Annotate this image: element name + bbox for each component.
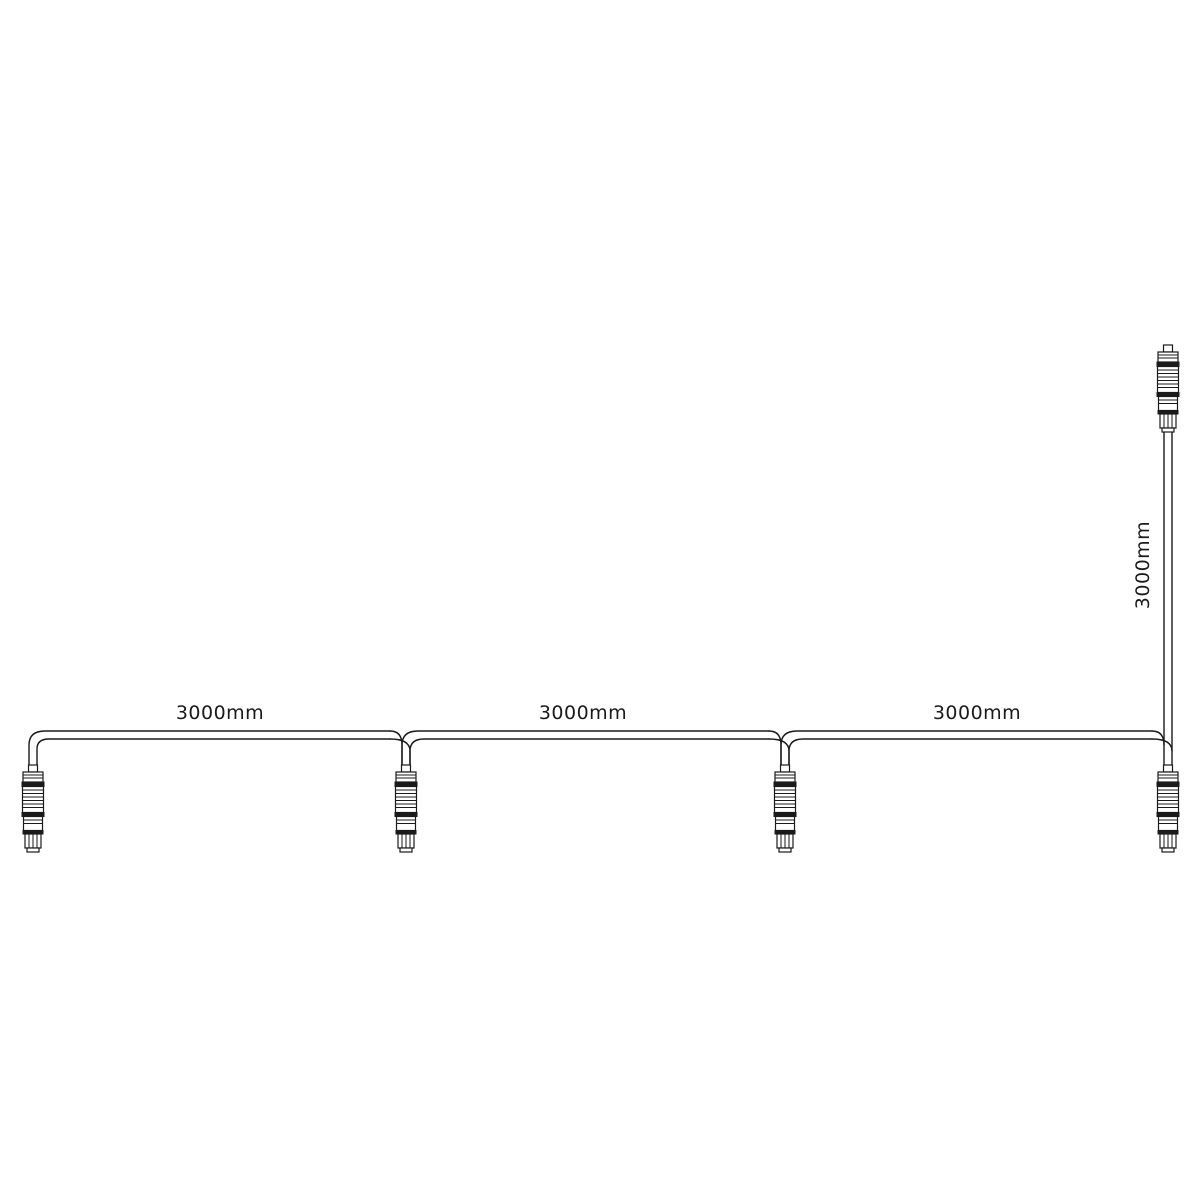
cable-span-2-inner (410, 739, 769, 765)
cable-tee2-drop (769, 731, 781, 765)
cable-tee2-drop-inner (769, 739, 789, 765)
connector-left-end (22, 765, 44, 852)
dimension-label-segment-2: 3000mm (538, 702, 628, 724)
cable-span-2 (402, 731, 769, 765)
cable-span-3-inner (789, 739, 1152, 765)
dimension-label-segment-1: 3000mm (175, 702, 265, 724)
connector-tee-1 (395, 765, 417, 852)
cable-right-drop (1152, 731, 1164, 765)
cable-right-drop-inner (1152, 739, 1172, 765)
cable-span-3 (781, 731, 1152, 765)
dimension-label-segment-3: 3000mm (932, 702, 1022, 724)
cable-left-riser (29, 731, 390, 765)
cable-left-riser-inner (37, 739, 390, 765)
connector-top-branch (1157, 345, 1179, 432)
connector-tee-2 (774, 765, 796, 852)
cable-tee1-drop-inner (390, 739, 410, 765)
dimension-label-segment-4: 3000mm (1132, 520, 1154, 610)
cable-tee1-drop (390, 731, 402, 765)
connector-right-end (1157, 765, 1179, 852)
